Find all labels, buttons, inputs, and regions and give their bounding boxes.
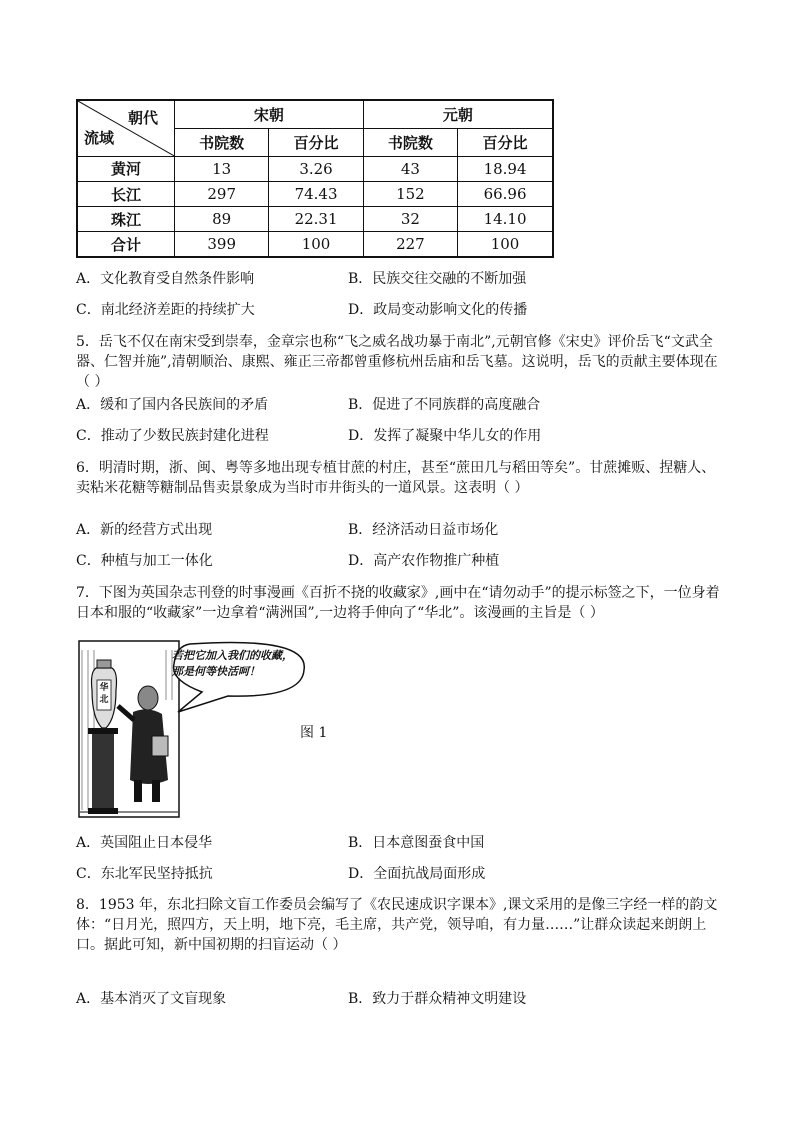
table-row: [77, 232, 553, 257]
q6-option-a[interactable]: A．新的经营方式出现: [76, 522, 213, 538]
cell-song-count: 13: [175, 156, 269, 181]
vase-label-text: 华北: [99, 683, 109, 705]
cell-song-count: 297: [175, 182, 269, 207]
q8-option-a[interactable]: A．基本消灭了文盲现象: [76, 991, 227, 1007]
row-region: 合计: [77, 232, 175, 257]
cell-yuan-pct: 14.10: [458, 207, 553, 232]
corner-dynasty-label: 朝代: [127, 109, 158, 127]
table-row: [77, 207, 553, 232]
header-song: 宋朝: [175, 100, 364, 128]
q4-option-b[interactable]: B．民族交往交融的不断加强: [348, 271, 527, 287]
q8-stem: 8．1953 年，东北扫除文盲工作委员会编写了《农民速成识字课本》,课文采用的是像三字经一样的韵文体：“日月光，照四方，天上明，地下亮，毛主席，共产党，领导咱，有力量……”让群众读起来朗朗上口。据此可知，新中国初期的扫盲运动（ ）: [76, 897, 718, 953]
cell-song-count: 89: [175, 207, 269, 232]
header-song-count: 书院数: [175, 128, 269, 156]
cell-yuan-count: 32: [363, 207, 457, 232]
corner-region-label: 流域: [84, 128, 115, 147]
q6-option-c[interactable]: C．种植与加工一体化: [76, 553, 213, 569]
q6-stem: 6．明清时期，浙、闽、粤等多地出现专植甘蔗的村庄，甚至“蔗田几与稻田等矣”。甘蔗摊贩、捏糖人、卖粘米花糖等糖制品售卖景象成为当时市井街头的一道风景。这表明（ ）: [76, 460, 716, 496]
q6-option-d[interactable]: D．高产农作物推广种植: [348, 553, 500, 569]
cell-yuan-pct: 66.96: [458, 182, 553, 207]
cell-song-pct: 100: [269, 232, 363, 257]
cell-yuan-count: 227: [363, 232, 457, 257]
header-yuan: 元朝: [363, 100, 553, 128]
table-row: [77, 182, 553, 207]
cell-song-pct: 3.26: [269, 156, 363, 181]
cartoon-figure: [78, 640, 310, 818]
table-corner-cell: [77, 100, 175, 156]
table-row: [77, 156, 553, 181]
q5-stem: 5．岳飞不仅在南宋受到崇奉，金章宗也称“飞之威名战功暴于南北”,元朝官修《宋史》评价岳飞“文武全器、仁智并施”,清朝顺治、康熙、雍正三帝都曾重修杭州岳庙和岳飞墓。这说明，岳飞的贡献主要体现在（ ）: [76, 334, 718, 390]
academy-table: [76, 99, 554, 258]
header-yuan-pct: 百分比: [458, 128, 553, 156]
q7-option-d[interactable]: D．全面抗战局面形成: [348, 866, 486, 882]
q4-option-a[interactable]: A．文化教育受自然条件影响: [76, 271, 255, 287]
header-yuan-count: 书院数: [363, 128, 457, 156]
q7-option-a[interactable]: A．英国阻止日本侵华: [76, 835, 213, 851]
q4-option-c[interactable]: C．南北经济差距的持续扩大: [76, 302, 255, 318]
q7-option-b[interactable]: B．日本意图蚕食中国: [348, 835, 485, 851]
cell-song-count: 399: [175, 232, 269, 257]
cell-yuan-pct: 18.94: [458, 156, 553, 181]
q4-option-d[interactable]: D．政局变动影响文化的传播: [348, 302, 528, 318]
cartoon-speech-text: 若把它加入我们的收藏，那是何等快活呵！: [172, 649, 293, 678]
row-region: 黄河: [77, 156, 175, 181]
cell-yuan-pct: 100: [458, 232, 553, 257]
row-region: 珠江: [77, 207, 175, 232]
cell-yuan-count: 152: [363, 182, 457, 207]
q6-option-b[interactable]: B．经济活动日益市场化: [348, 522, 499, 538]
q5-option-d[interactable]: D．发挥了凝聚中华儿女的作用: [348, 428, 542, 444]
q7-stem: 7．下图为英国杂志刊登的时事漫画《百折不挠的收藏家》,画中在“请勿动手”的提示标签之下，一位身着日本和服的“收藏家”一边拿着“满洲国”,一边将手伸向了“华北”。该漫画的主旨是（ ）: [76, 585, 720, 621]
header-song-pct: 百分比: [269, 128, 363, 156]
figure-caption: 图 1: [300, 725, 328, 741]
q5-option-a[interactable]: A．缓和了国内各民族间的矛盾: [76, 397, 269, 413]
q5-option-b[interactable]: B．促进了不同族群的高度融合: [348, 397, 541, 413]
cell-song-pct: 74.43: [269, 182, 363, 207]
q5-option-c[interactable]: C．推动了少数民族封建化进程: [76, 428, 269, 444]
q8-option-b[interactable]: B．致力于群众精神文明建设: [348, 991, 527, 1007]
row-region: 长江: [77, 182, 175, 207]
cell-song-pct: 22.31: [269, 207, 363, 232]
q7-option-c[interactable]: C．东北军民坚持抵抗: [76, 866, 213, 882]
cell-yuan-count: 43: [363, 156, 457, 181]
